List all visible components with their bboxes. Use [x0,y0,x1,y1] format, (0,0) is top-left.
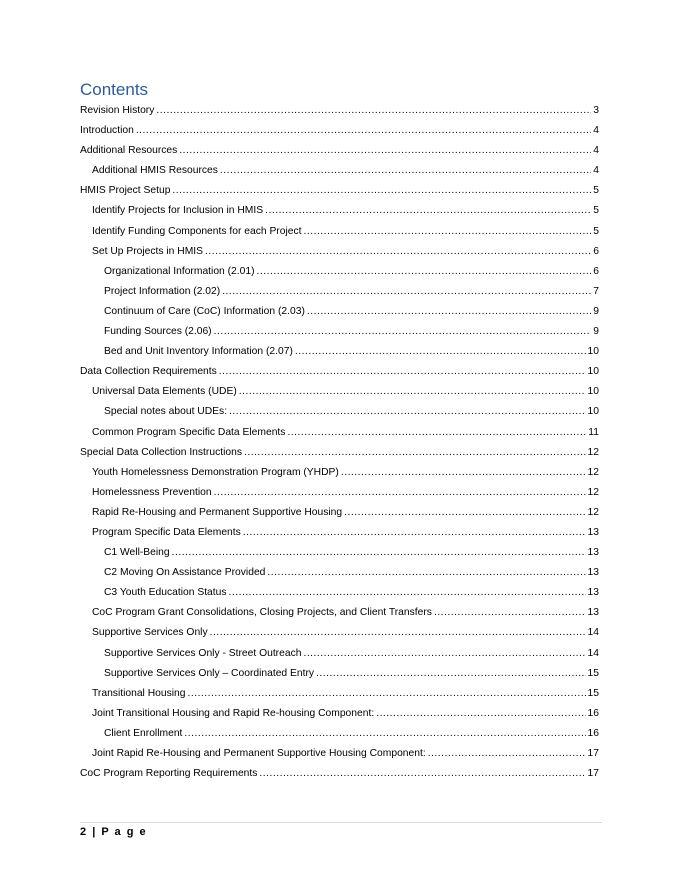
footer-page-number: 2 [80,826,88,838]
toc-dot-leader [172,543,586,563]
toc-entry-title: Additional Resources [80,145,178,157]
toc-dot-leader [295,342,586,362]
toc-dot-leader [214,483,586,503]
toc-entry-title: Data Collection Requirements [80,366,217,378]
toc-dot-leader [303,644,585,664]
toc-entry-page-number: 6 [593,265,599,277]
toc-entry-page-number: 16 [587,707,599,719]
toc-entry-page-number: 4 [593,125,599,137]
toc-entry[interactable] [80,382,599,402]
toc-entry-page-number: 13 [587,547,599,559]
toc-entry[interactable] [80,523,599,543]
toc-entry-page-number: 5 [593,225,599,237]
toc-entry[interactable] [80,503,599,523]
toc-entry[interactable] [80,684,599,704]
toc-entry[interactable] [80,141,599,161]
toc-entry[interactable] [80,362,599,382]
toc-entry-page-number: 7 [593,285,599,297]
toc-entry[interactable] [80,342,599,362]
toc-entry-page-number: 10 [587,366,599,378]
toc-entry-page-number: 14 [587,627,599,639]
toc-entry-title: CoC Program Reporting Requirements [80,768,258,780]
toc-entry-page-number: 16 [587,727,599,739]
toc-dot-leader [243,523,586,543]
toc-dot-leader [156,101,591,121]
toc-entry-title: Funding Sources (2.06) [104,326,212,338]
toc-entry-page-number: 13 [587,526,599,538]
toc-entry-title: Transitional Housing [92,687,186,699]
toc-entry-title: Additional HMIS Resources [92,165,218,177]
toc-entry-title: Set Up Projects in HMIS [92,245,204,257]
toc-dot-leader [244,443,586,463]
toc-entry-title: Client Enrollment [104,727,183,739]
toc-entry[interactable] [80,101,599,121]
toc-entry-page-number: 11 [588,426,599,438]
toc-entry-page-number: 15 [587,667,599,679]
toc-dot-leader [184,724,585,744]
toc-entry-page-number: 5 [593,205,599,217]
toc-entry-title: Continuum of Care (CoC) Information (2.03) [104,305,305,317]
toc-entry-page-number: 10 [587,406,599,418]
toc-entry[interactable] [80,483,599,503]
toc-entry-title: Special Data Collection Instructions [80,446,242,458]
toc-entry[interactable] [80,121,599,141]
toc-entry[interactable] [80,563,599,583]
toc-entry-title: C2 Moving On Assistance Provided [104,567,266,579]
toc-entry-page-number: 17 [587,768,599,780]
toc-entry-title: HMIS Project Setup [80,185,171,197]
toc-entry[interactable] [80,463,599,483]
toc-entry-page-number: 9 [593,326,599,338]
toc-entry-title: Identify Funding Components for each Project [92,225,302,237]
toc-entry-page-number: 10 [587,386,599,398]
toc-entry[interactable] [80,402,599,422]
toc-entry-page-number: 12 [587,466,599,478]
toc-entry-title: Joint Transitional Housing and Rapid Re-housing Component: [92,707,375,719]
toc-dot-leader [222,282,591,302]
toc-entry-title: Project Information (2.02) [104,285,221,297]
toc-entry-page-number: 17 [587,748,599,759]
toc-entry[interactable] [80,744,599,764]
toc-entry-title: C3 Youth Education Status [104,587,227,599]
toc-dot-leader [210,623,586,643]
toc-dot-leader [219,362,586,382]
toc-entry-title: Supportive Services Only [92,627,208,639]
toc-entry[interactable] [80,644,599,664]
toc-dot-leader [257,262,592,282]
toc-dot-leader [172,181,591,201]
contents-heading: Contents [80,80,149,99]
toc-entry[interactable] [80,242,599,262]
toc-entry-title: Supportive Services Only - Street Outreach [104,647,302,659]
toc-entry[interactable] [80,764,599,784]
toc-entry-page-number: 5 [593,185,599,197]
toc-dot-leader [187,684,585,704]
toc-entry[interactable] [80,423,599,443]
toc-entry[interactable] [80,302,599,322]
toc-entry-title: Bed and Unit Inventory Information (2.07) [104,346,293,358]
toc-entry[interactable] [80,282,599,302]
toc-entry-title: Joint Rapid Re-Housing and Permanent Supportive Housing Component: [92,748,426,759]
toc-dot-leader [267,563,585,583]
toc-entry-title: Organizational Information (2.01) [104,265,255,277]
toc-entry[interactable] [80,724,599,744]
toc-dot-leader [428,744,586,764]
toc-entry-page-number: 13 [587,607,599,619]
toc-dot-leader [376,704,585,724]
toc-entry[interactable] [80,704,599,724]
toc-dot-leader [214,322,592,342]
toc-dot-leader [220,161,591,181]
toc-dot-leader [316,664,585,684]
toc-entry[interactable] [80,603,599,623]
toc-entry[interactable] [80,322,599,342]
toc-dot-leader [265,201,591,221]
toc-entry-page-number: 4 [593,165,599,177]
toc-entry-title: Universal Data Elements (UDE) [92,386,237,398]
toc-entry-title: Special notes about UDEs: [104,406,228,418]
toc-dot-leader [304,222,592,242]
toc-entry-page-number: 10 [587,346,599,358]
toc-dot-leader [287,423,586,443]
toc-entry[interactable] [80,161,599,181]
toc-entry-page-number: 15 [587,687,599,699]
footer-page-label: P a g e [101,826,148,838]
toc-entry[interactable] [80,583,599,603]
toc-dot-leader [239,382,586,402]
toc-entry-title: CoC Program Grant Consolidations, Closing Projects, and Client Transfers [92,607,432,619]
toc-entry-page-number: 12 [587,506,599,518]
toc-entry-title: Identify Projects for Inclusion in HMIS [92,205,264,217]
toc-dot-leader [344,503,585,523]
toc-dot-leader [179,141,591,161]
toc-entry-title: Revision History [80,105,155,116]
toc-entry[interactable] [80,262,599,282]
footer-separator: | [92,826,97,838]
toc-entry-title: Supportive Services Only – Coordinated Entry [104,667,315,679]
toc-dot-leader [341,463,586,483]
toc-entry[interactable] [80,543,599,563]
page-footer [80,826,147,838]
toc-entry-page-number: 13 [587,567,599,579]
footer-divider [80,822,602,823]
toc-entry[interactable] [80,623,599,643]
toc-entry-page-number: 12 [587,446,599,458]
toc-dot-leader [259,764,585,784]
toc-entry-page-number: 14 [587,647,599,659]
toc-entry-page-number: 9 [593,305,599,317]
toc-entry-title: Youth Homelessness Demonstration Program (YHDP) [92,466,339,478]
toc-entry[interactable] [80,443,599,463]
toc-entry-title: Common Program Specific Data Elements [92,426,286,438]
toc-dot-leader [307,302,591,322]
toc-entry-page-number: 13 [587,587,599,599]
toc-entry[interactable] [80,222,599,242]
table-of-contents [80,101,599,784]
toc-entry-page-number: 6 [593,245,599,257]
toc-dot-leader [434,603,586,623]
toc-dot-leader [136,121,591,141]
toc-entry-page-number: 12 [587,486,599,498]
toc-dot-leader [205,242,591,262]
toc-dot-leader [229,402,585,422]
toc-entry[interactable] [80,664,599,684]
toc-entry-page-number: 4 [593,145,599,157]
toc-dot-leader [229,583,586,603]
toc-entry-title: Introduction [80,125,134,137]
toc-entry[interactable] [80,201,599,221]
toc-entry-title: Homelessness Prevention [92,486,212,498]
toc-entry[interactable] [80,181,599,201]
toc-entry-title: C1 Well-Being [104,547,170,559]
toc-entry-title: Program Specific Data Elements [92,526,241,538]
toc-entry-page-number: 3 [593,105,599,116]
toc-entry-title: Rapid Re-Housing and Permanent Supportive Housing [92,506,343,518]
